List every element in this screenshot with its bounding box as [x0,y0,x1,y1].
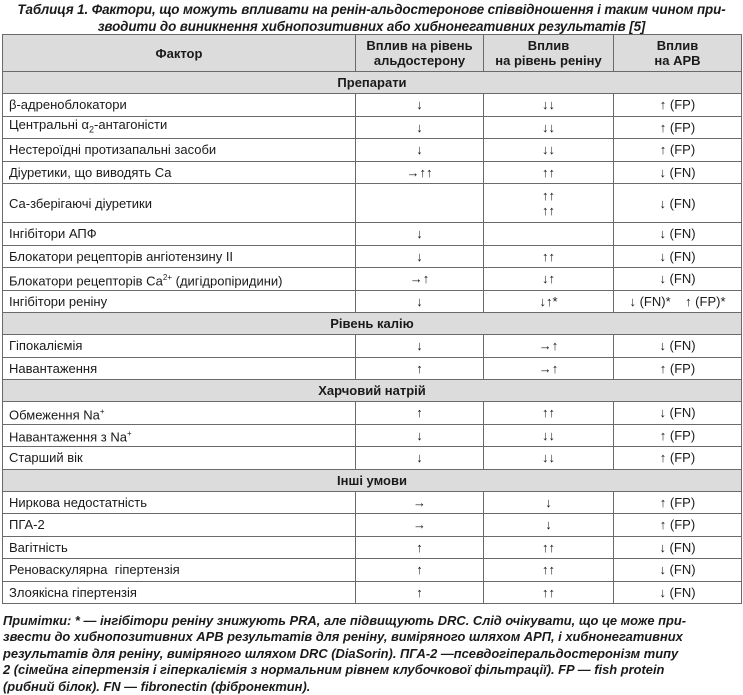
table-notes [3,613,740,695]
table-cell: ↑ [356,536,484,559]
caption-line: Таблиця 1. Фактори, що можуть впливати на ренін-альдостеронове співвідношення і таким чином при- [17,2,726,17]
table-row [3,223,742,246]
table-row [3,268,742,291]
table-row [3,559,742,582]
table-row [3,424,742,447]
table-row [3,491,742,514]
table-cell: Інші умови [3,469,742,491]
table-cell: ↓ (FN) [614,581,742,604]
table-cell: →↑ [484,335,614,358]
table-cell: ↑ [356,402,484,425]
table-row [3,184,742,223]
table-cell: →↑↑ [356,161,484,184]
table-cell: ↓ [356,223,484,246]
table-cell: ↑ (FP) [614,424,742,447]
table-row [3,94,742,117]
section-row [3,313,742,335]
table-cell: Гіпокаліємія [3,335,356,358]
table-cell: β-адреноблокатори [3,94,356,117]
table-cell: Са-зберігаючі діуретики [3,184,356,223]
table-cell: ↓ [356,335,484,358]
table-cell: Навантаження [3,357,356,380]
table-cell: ↓ [356,447,484,470]
table-cell: ↓↓ [484,116,614,139]
table-cell: ↑ (FP) [614,139,742,162]
table-cell: ↓ (FN) [614,559,742,582]
table-cell: Навантаження з Na+ [3,424,356,447]
table-row [3,357,742,380]
table-cell: ↓↓ [484,94,614,117]
table-cell: ↑ (FP) [614,447,742,470]
header-aldosterone: Вплив на рівень альдостерону [356,35,484,72]
table-cell: ↓↓ [484,447,614,470]
table-cell: →↑ [356,268,484,291]
table-cell: ↓ (FN) [614,335,742,358]
table-cell: ↓ [356,424,484,447]
table-header-row [3,35,742,72]
table-cell: ↓ (FN) [614,536,742,559]
table-cell: ↑↑ [484,161,614,184]
table-cell: Обмеження Na+ [3,402,356,425]
table-cell: ↓ [356,245,484,268]
table-cell: ↓ (FN) [614,161,742,184]
table-cell: Інгібітори АПФ [3,223,356,246]
table-cell: ↑↑ [484,559,614,582]
table-cell: ПГА-2 [3,514,356,537]
table-row [3,161,742,184]
table-cell: ↑ (FP) [614,491,742,514]
table-cell: ↑ [356,357,484,380]
table-caption [3,1,740,35]
table-cell: ↓ (FN) [614,402,742,425]
note-line: 2 (сімейна гіпертензія і гіперкаліємія з нормальним рівнем клубочкової фільтрації). FP — fish protein [3,662,665,678]
table-row [3,402,742,425]
table-cell: → [356,514,484,537]
table-row [3,116,742,139]
table-cell: Реноваскулярна гіпертензія [3,559,356,582]
table-row [3,581,742,604]
table-cell: ↓ [484,491,614,514]
table-cell: Вагітність [3,536,356,559]
table-cell: ↓ [356,290,484,313]
table-cell: ↓↑ [484,268,614,291]
table-cell: Препарати [3,72,742,94]
table-cell: ↑↑ [484,536,614,559]
table-cell: ↓↓ [484,424,614,447]
header-factor: Фактор [3,35,356,72]
table-cell: ↑ [356,581,484,604]
table-cell: ↓ (FN) [614,184,742,223]
table-row [3,536,742,559]
note-line: (рибний білок). FN — fibronectin (фібронектин). [3,678,311,694]
table-cell: ↓ [356,94,484,117]
factors-table [2,34,742,604]
table-cell: ↑ (FP) [614,116,742,139]
table-cell: ↑↑ [484,245,614,268]
header-arr: Вплив на АРВ [614,35,742,72]
note-line: результатів для реніну, виміряного шляхом DRC (DiaSorin). ПГА-2 —псевдогіперальдостеронізм типу [3,645,679,661]
table-cell: → [356,491,484,514]
table-cell: Рівень калію [3,313,742,335]
table-cell: Центральні $\alpha_2$-антагоністи [3,116,356,139]
table-cell: Ниркова недостатність [3,491,356,514]
note-line: звести до хибнопозитивних АРВ результатів для реніну, виміряного шляхом АРП, і хибнонегативних [3,629,683,645]
table-cell: ↑↑ [484,402,614,425]
table-row [3,290,742,313]
table-cell: →↑ [484,357,614,380]
table-row [3,245,742,268]
table-cell: Злоякісна гіпертензія [3,581,356,604]
table-cell: Блокатори рецепторів $Са^{2+}$ (дигідропіридини) [3,268,356,291]
table-cell [356,184,484,223]
section-row [3,469,742,491]
table-cell: ↑↑ [484,581,614,604]
table-cell: Інгібітори реніну [3,290,356,313]
table-cell: ↓ (FN) [614,268,742,291]
table-cell: ↑ (FP) [614,357,742,380]
table-cell: ↑ (FP) [614,514,742,537]
table-cell: Нестероїдні протизапальні засоби [3,139,356,162]
table-row [3,447,742,470]
table-cell: ↑ [356,559,484,582]
header-renin: Вплив на рівень реніну [484,35,614,72]
note-line: Примітки: * — інгібітори реніну знижують PRA, але підвищують DRC. Слід очікувати, що це може при- [3,613,686,628]
table-cell: Харчовий натрій [3,380,742,402]
table-cell: ↓ (FN)* ↑ (FP)* [614,290,742,313]
table-row [3,514,742,537]
table-cell: Діуретики, що виводять Са [3,161,356,184]
table-cell: ↓ (FN) [614,223,742,246]
table-row [3,335,742,358]
table-cell: Блокатори рецепторів ангіотензину ІІ [3,245,356,268]
table-cell: ↑ (FP) [614,94,742,117]
table-cell [484,223,614,246]
section-row [3,380,742,402]
table-row [3,139,742,162]
table-cell: ↓ [484,514,614,537]
table-cell: ↓ [356,139,484,162]
table-cell: Старший вік [3,447,356,470]
section-row [3,72,742,94]
table-cell: ↓ [356,116,484,139]
table-cell: ↓↑* [484,290,614,313]
table-cell: ↓ (FN) [614,245,742,268]
table-cell: ↓↓ [484,139,614,162]
caption-line: зводити до виникнення хибнопозитивних або хибнонегативних результатів [5] [97,19,646,34]
table-cell: ↑↑ ↑↑ [484,184,614,223]
